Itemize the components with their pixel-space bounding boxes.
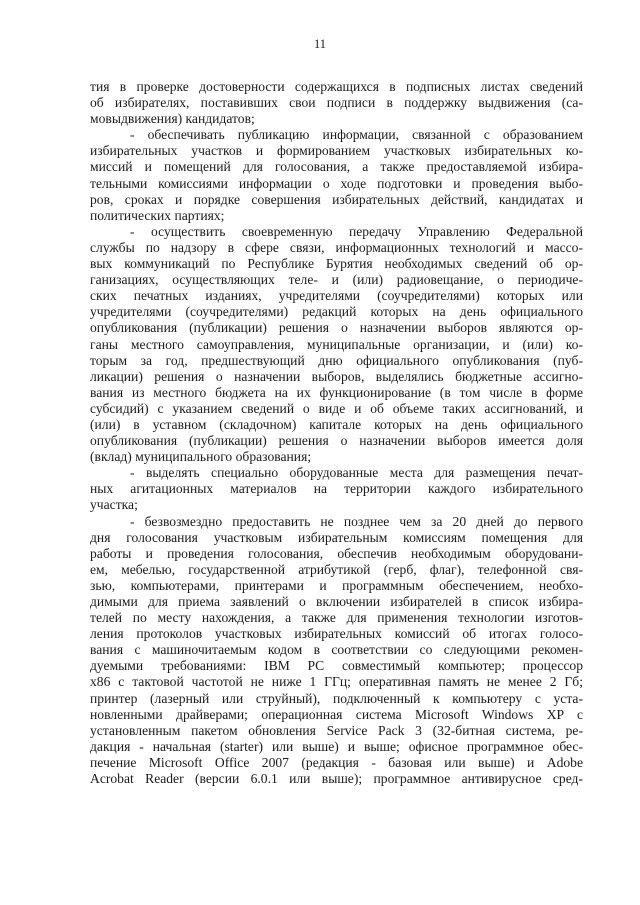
text-line: политических партиях; [90, 207, 225, 223]
text-line: ганизациях, осуществляющих теле- и (или) радиовещание, о периодиче- [90, 272, 583, 288]
text-line: опубликования (публикации) решения о назначении выборов являются ор- [90, 320, 583, 336]
paragraph [90, 465, 583, 513]
text-line: дакция - начальная (starter) или выше) и выше; офисное программное обес- [90, 738, 583, 754]
text-line: телей по месту нахождения, а также для применения технологии изготов- [90, 610, 583, 626]
paragraph [90, 514, 583, 788]
text-line: вания с машиночитаемым кодом в соответствии со следующими рекомен- [90, 642, 583, 658]
text-line: зью, компьютерами, принтерами и программным обеспечением, необхо- [90, 577, 583, 593]
text-line: об избирателях, поставивших свои подписи в поддержку выдвижения (са- [90, 95, 583, 111]
text-line: - обеспечивать публикацию информации, связанной с образованием [130, 127, 583, 143]
text-line: торым за год, предшествующий дню официального опубликования (пуб- [90, 352, 583, 368]
text-line: ских печатных изданиях, учредителями (соучредителями) которых или [90, 288, 583, 304]
paragraph [90, 224, 583, 465]
text-line: опубликования (публикации) решения о назначении выборов имеется доля [90, 433, 583, 449]
text-line: дня голосования участковым избирательным комиссиям помещения для [90, 529, 583, 545]
text-line: вых коммуникаций по Республике Бурятия необходимых сведений об ор- [90, 256, 583, 272]
text-line: ных агитационных материалов на территории каждого избирательного [90, 481, 583, 497]
text-line: участка; [90, 497, 138, 513]
text-line: - выделять специально оборудованные места для размещения печат- [130, 465, 583, 481]
page-number: 11 [313, 37, 327, 51]
text-line: субсидий) с указанием сведений о виде и об объеме таких ассигнований, и [90, 400, 583, 416]
text-line: димыми для приема заявлений о включении избирателей в список избира- [90, 594, 583, 609]
text-line: - осуществить своевременную передачу Управлению Федеральной [130, 223, 583, 239]
text-line: установленным пакетом обновления Service Pack 3 (32-битная система, ре- [90, 722, 583, 738]
text-line: учредителями (соучредителями) редакций которых на день официального [90, 304, 583, 320]
text-line: принтер (лазерный или струйный), подключенный к компьютеру с уста- [90, 690, 583, 706]
text-line: мовыдвижения) кандидатов; [90, 111, 255, 127]
text-line: вания из местного бюджета на их функционирование (в том числе в форме [90, 384, 583, 400]
document-body [90, 79, 583, 787]
text-line: избирательных участков и формированием участковых избирательных ко- [90, 143, 583, 159]
text-line: ров, сроках и порядке совершения избирательных действий, кандидатах и [90, 191, 583, 207]
text-line: x86 с тактовой частотой не ниже 1 ГГц; оперативная память не менее 2 Гб; [90, 674, 583, 690]
text-line: тия в проверке достоверности содержащихся в подписных листах сведений [90, 79, 583, 94]
text-line: службы по надзору в сфере связи, информационных технологий и массо- [90, 239, 583, 255]
paragraph [90, 79, 583, 127]
text-line: дуемыми требованиями: IBM PC совместимый компьютер; процессор [90, 658, 583, 674]
text-line: ления протоколов участковых избирательных комиссий об итогах голосо- [90, 626, 583, 642]
text-line: новленными драйверами; операционная система Microsoft Windows XP с [90, 706, 583, 722]
text-line: работы и проведения голосования, обеспечив необходимым оборудовани- [90, 545, 583, 561]
text-line: Acrobat Reader (версии 6.0.1 или выше); программное антивирусное сред- [90, 771, 583, 787]
text-line: ликации) решения о назначении выборов, выделялись бюджетные ассигно- [90, 368, 583, 384]
text-line: тельными комиссиями информации о ходе подготовки и проведения выбо- [90, 175, 583, 191]
text-line: ганы местного самоуправления, муниципальные организации, и (или) ко- [90, 336, 583, 352]
text-line: (вклад) муниципального образования; [90, 449, 312, 465]
text-line: ем, мебелью, государственной атрибутикой (герб, флаг), телефонной свя- [90, 561, 583, 577]
text-line: - безвозмездно предоставить не позднее чем за 20 дней до первого [130, 513, 583, 529]
paragraph [90, 127, 583, 224]
text-line: печение Microsoft Office 2007 (редакция - базовая или выше) и Adobe [90, 754, 583, 770]
text-line: миссий и помещений для голосования, а также предоставляемой избира- [90, 159, 583, 175]
text-line: (или) в уставном (складочном) капитале которых на день официального [90, 416, 583, 432]
